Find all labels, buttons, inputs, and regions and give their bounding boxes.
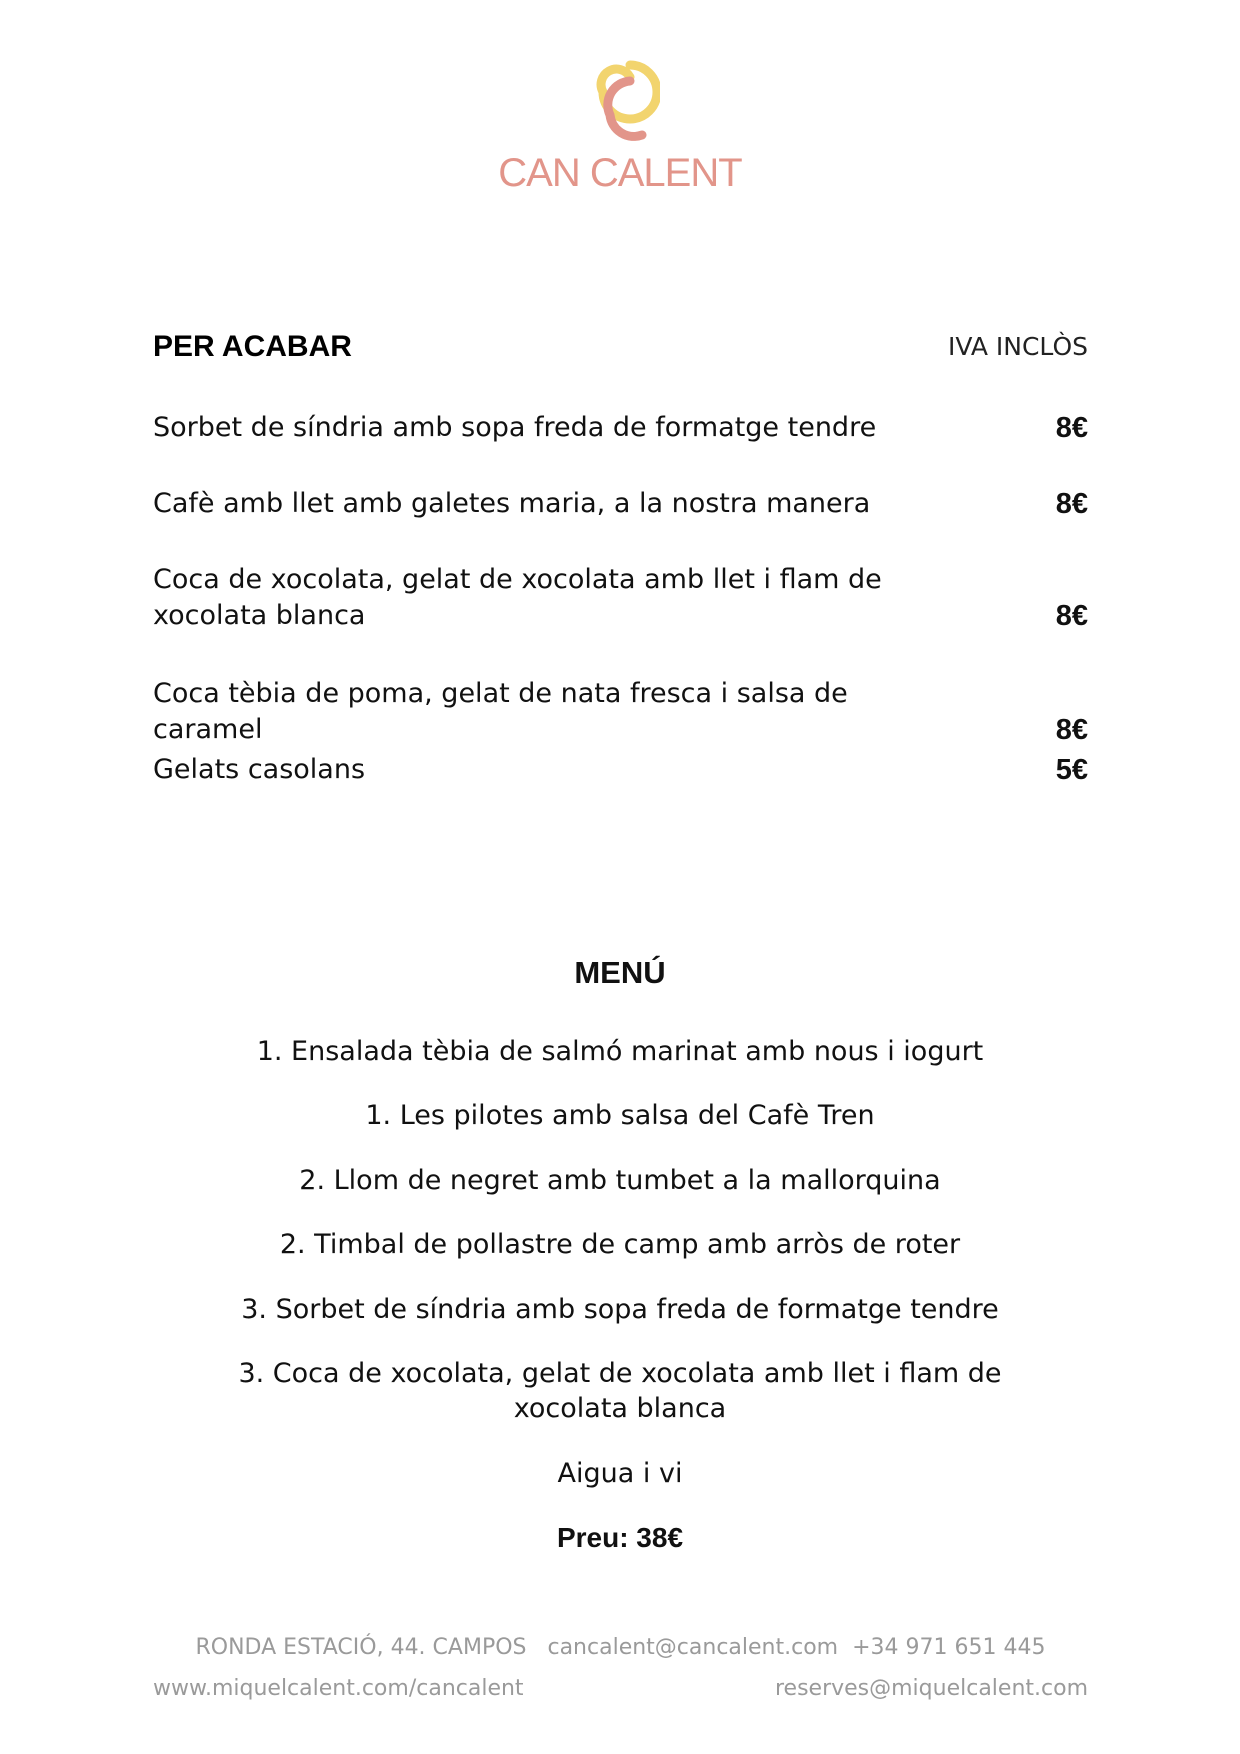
dessert-name: Gelats casolans — [153, 754, 366, 785]
section-title: PER ACABAR — [153, 330, 352, 363]
footer-contact — [153, 1635, 1088, 1660]
dessert-price: 8€ — [1055, 600, 1088, 632]
footer-reservations[interactable]: reserves@miquelcalent.com — [774, 1676, 1088, 1701]
menu-drinks: Aigua i vi — [557, 1458, 683, 1489]
dessert-price: 5€ — [1055, 754, 1088, 786]
footer-email[interactable]: cancalent@cancalent.com — [547, 1635, 839, 1660]
footer-website[interactable]: www.miquelcalent.com/cancalent — [153, 1676, 524, 1701]
menu-item: 3. Sorbet de síndria amb sopa freda de formatge tendre — [241, 1294, 999, 1325]
logo — [0, 55, 1240, 196]
dessert-item — [153, 486, 1088, 522]
dessert-item — [153, 752, 1088, 788]
menu-item: 1. Ensalada tèbia de salmó marinat amb nous i iogurt — [256, 1036, 984, 1067]
menu-title: MENÚ — [574, 955, 666, 990]
dessert-price: 8€ — [1055, 488, 1088, 520]
menu-price: Preu: 38€ — [556, 1522, 684, 1553]
brand-name: CAN CALENT — [498, 151, 742, 195]
menu-item: 2. Timbal de pollastre de camp amb arròs de roter — [279, 1229, 961, 1260]
footer-phone[interactable]: +34 971 651 445 — [852, 1635, 1046, 1660]
menu-item: 3. Coca de xocolata, gelat de xocolata amb llet i flam de xocolata blanca — [238, 1358, 1002, 1424]
dessert-name: Sorbet de síndria amb sopa freda de formatge tendre — [153, 412, 877, 443]
dessert-price: 8€ — [1055, 714, 1088, 746]
menu-item: 2. Llom de negret amb tumbet a la mallorquina — [299, 1165, 941, 1196]
dessert-name: Coca de xocolata, gelat de xocolata amb llet i flam de xocolata blanca — [153, 564, 882, 631]
dessert-name: Coca tèbia de poma, gelat de nata fresca i salsa de caramel — [153, 678, 848, 745]
dessert-item — [153, 676, 1088, 748]
dessert-price: 8€ — [1055, 412, 1088, 444]
dessert-item — [153, 410, 1088, 446]
dessert-item — [153, 562, 1088, 634]
dessert-name: Cafè amb llet amb galetes maria, a la nostra manera — [153, 488, 871, 519]
footer-address: RONDA ESTACIÓ, 44. CAMPOS — [195, 1635, 527, 1660]
footer-links — [153, 1676, 1088, 1701]
menu-item: 1. Les pilotes amb salsa del Cafè Tren — [365, 1100, 875, 1131]
tax-note: IVA INCLÒS — [947, 332, 1088, 361]
can-calent-logo-icon — [580, 55, 660, 145]
